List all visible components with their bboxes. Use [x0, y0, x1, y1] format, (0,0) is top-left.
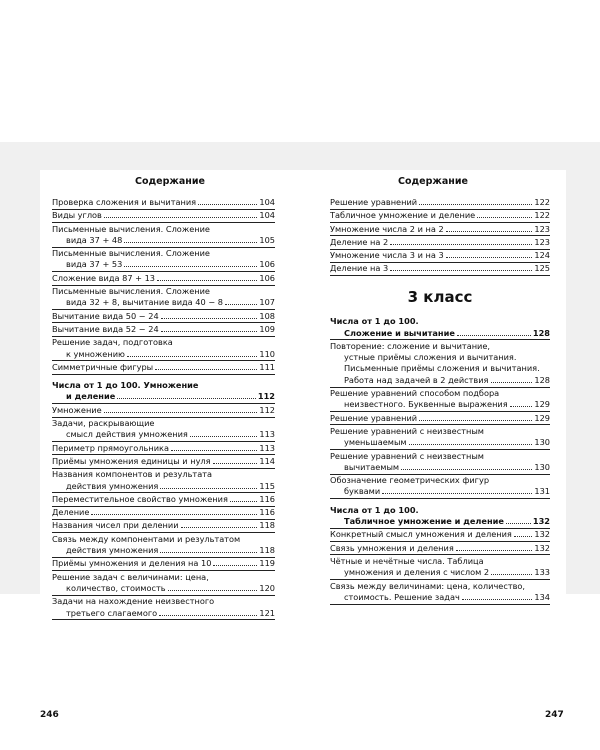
toc-page-number: 122 [534, 210, 550, 221]
toc-page-number: 120 [259, 582, 275, 593]
toc-entry [52, 405, 275, 416]
dot-leader [491, 574, 532, 575]
dot-leader [160, 488, 257, 489]
toc-line [52, 507, 275, 518]
toc-line [330, 375, 550, 386]
dot-leader [419, 420, 532, 421]
toc-entry-text: Проверка сложения и вычитания [52, 197, 197, 207]
left-toc [52, 197, 275, 621]
toc-entry [52, 362, 275, 373]
dot-leader [477, 217, 532, 218]
toc-line [52, 391, 275, 402]
toc-line [52, 224, 275, 235]
toc-line [330, 451, 550, 462]
dot-leader [213, 463, 258, 464]
toc-entry-text: вычитаемым [344, 461, 400, 472]
dot-leader [161, 331, 258, 332]
toc-entry-text: Решение уравнений [330, 412, 418, 423]
toc-line [52, 494, 275, 505]
toc-line [52, 311, 275, 322]
dot-leader [382, 493, 532, 494]
toc-entry [52, 210, 275, 221]
toc-page-number: 115 [259, 480, 275, 491]
toc-entry-text: Переместительное свойство умножения [52, 493, 228, 504]
toc-entry-text: стоимость. Решение задач [344, 591, 460, 602]
dot-leader [127, 356, 257, 357]
toc-page-number: 125 [534, 263, 550, 274]
toc-line [52, 324, 275, 335]
right-toc [330, 197, 550, 605]
dot-leader [159, 615, 257, 616]
right-toc-before [330, 197, 550, 276]
toc-page-number: 133 [534, 567, 550, 578]
toc-entry-text: Решение уравнений способом подбора [330, 388, 500, 399]
toc-entry [52, 286, 275, 309]
toc-entry-text: Числа от 1 до 100. [330, 316, 419, 327]
toc-page-number: 121 [259, 607, 275, 618]
toc-page-number: 123 [534, 236, 550, 247]
toc-line [330, 543, 550, 554]
toc-entry-text: Письменные вычисления. Сложение [52, 223, 210, 234]
toc-entry [52, 469, 275, 492]
left-page [40, 170, 300, 618]
toc-line [330, 250, 550, 261]
toc-entry [330, 197, 550, 208]
toc-line [52, 443, 275, 454]
toc-entry [52, 443, 275, 454]
toc-entry-text: Решение задач с величинами: цена, [52, 571, 209, 582]
dot-leader [181, 527, 258, 528]
toc-line [52, 380, 275, 391]
toc-line [52, 248, 275, 259]
toc-line [52, 572, 275, 583]
toc-page-number: 106 [259, 272, 275, 283]
toc-page-number: 119 [259, 558, 275, 569]
toc-section-heading [330, 505, 550, 528]
toc-entry-text: Письменные вычисления. Сложение [52, 286, 210, 297]
toc-line [52, 235, 275, 246]
toc-entry-text: Конкретный смысл умножения и деления [330, 529, 512, 540]
toc-entry [330, 250, 550, 261]
toc-entry [330, 237, 550, 248]
toc-entry-text: устные приёмы сложения и вычитания. [344, 352, 517, 363]
dot-leader [91, 514, 257, 515]
dot-leader [155, 369, 257, 370]
toc-line [330, 529, 550, 540]
dot-leader [124, 266, 257, 267]
toc-line [330, 352, 550, 363]
dot-leader [514, 536, 533, 537]
toc-line [330, 486, 550, 497]
toc-entry-text: Связь между компонентами и результатом [52, 533, 241, 544]
toc-entry-text: Письменные вычисления. Сложение [52, 248, 210, 259]
toc-entry-text: Табличное умножение и деление [330, 210, 476, 221]
toc-page-number: 105 [259, 234, 275, 245]
toc-line [330, 475, 550, 486]
toc-entry-text: буквами [344, 486, 381, 497]
toc-entry [330, 224, 550, 235]
left-page-number: 246 [40, 710, 59, 720]
toc-line [330, 341, 550, 352]
toc-entry [52, 197, 275, 208]
dot-leader [124, 242, 257, 243]
toc-line [330, 413, 550, 424]
toc-entry [330, 543, 550, 554]
toc-page-number: 124 [534, 250, 550, 261]
toc-entry-text: и деление [66, 391, 116, 402]
toc-page-number: 116 [259, 493, 275, 504]
toc-line [330, 363, 550, 374]
toc-page-number: 129 [534, 399, 550, 410]
dot-leader [198, 204, 257, 205]
toc-entry-text: Повторение: сложение и вычитание, [330, 340, 491, 351]
toc-line [52, 608, 275, 619]
toc-page-number: 122 [534, 197, 550, 207]
toc-line [330, 426, 550, 437]
toc-entry-text: Связь умножения и деления [330, 542, 454, 553]
toc-entry-text: Симметричные фигуры [52, 361, 154, 372]
toc-entry-text: Решение задач, подготовка [52, 337, 173, 348]
toc-line [330, 316, 550, 327]
dot-leader [409, 444, 533, 445]
toc-line [52, 337, 275, 348]
toc-entry-text: Решение уравнений с неизвестным [330, 425, 484, 436]
toc-line [330, 437, 550, 448]
toc-line [52, 520, 275, 531]
entry-rule [52, 619, 275, 620]
right-toc-after [330, 316, 550, 604]
dot-leader [390, 244, 532, 245]
toc-entry-text: Решение уравнений с неизвестным [330, 450, 484, 461]
toc-entry-text: Письменные приёмы сложения и вычитания. [344, 363, 540, 374]
toc-line [52, 583, 275, 594]
toc-line [330, 399, 550, 410]
toc-entry-text: Задачи, раскрывающие [52, 418, 155, 429]
toc-line [330, 516, 550, 527]
toc-entry [52, 456, 275, 467]
toc-line [330, 581, 550, 592]
toc-page-number: 106 [259, 259, 275, 270]
toc-entry-text: Табличное умножение и деление [344, 516, 504, 527]
toc-line [52, 259, 275, 270]
toc-entry-text: Периметр прямоугольника [52, 442, 170, 453]
toc-entry-text: Чётные и нечётные числа. Таблица [330, 555, 484, 566]
toc-page-number: 130 [534, 437, 550, 448]
toc-line [52, 481, 275, 492]
toc-page-number: 108 [259, 310, 275, 321]
toc-entry-text: Сложение вида 87 + 13 [52, 272, 156, 283]
toc-entry-text: Названия компонентов и результата [52, 469, 213, 480]
dot-leader [230, 501, 257, 502]
toc-entry-text: Приёмы умножения единицы и нуля [52, 455, 211, 466]
toc-entry-text: Умножение числа 3 и на 3 [330, 250, 444, 261]
toc-entry-text: к умножению [66, 348, 125, 359]
toc-entry-text: Задачи на нахождение неизвестного [52, 596, 215, 607]
dot-leader [506, 523, 531, 524]
toc-line [330, 237, 550, 248]
toc-entry-text: вида 32 + 8, вычитание вида 40 − 8 [66, 297, 223, 308]
toc-page-number: 132 [534, 542, 550, 553]
toc-line [52, 362, 275, 373]
dot-leader [446, 231, 533, 232]
toc-entry-text: умножения и деления с числом 2 [344, 567, 490, 578]
toc-line [52, 286, 275, 297]
toc-line [52, 558, 275, 569]
toc-page-number: 128 [532, 327, 550, 338]
toc-entry [330, 475, 550, 498]
toc-line [52, 297, 275, 308]
toc-entry-text: третьего слагаемого [66, 607, 158, 618]
toc-line [52, 405, 275, 416]
dot-leader [462, 599, 533, 600]
dot-leader [390, 270, 532, 271]
toc-entry-text: Числа от 1 до 100. Умножение [52, 380, 199, 391]
toc-line [330, 388, 550, 399]
toc-entry-text: Приёмы умножения и деления на 10 [52, 558, 212, 569]
toc-section-heading [330, 316, 550, 339]
dot-leader [157, 280, 257, 281]
toc-entry [52, 558, 275, 569]
toc-entry [52, 596, 275, 619]
toc-entry-text: смысл действия умножения [66, 429, 188, 440]
dot-leader [225, 304, 257, 305]
toc-entry-text: Числа от 1 до 100. [330, 504, 419, 515]
toc-entry-text: Умножение числа 2 и на 2 [330, 223, 444, 234]
dot-leader [104, 412, 258, 413]
right-page-title: Содержание [398, 176, 468, 187]
dot-leader [446, 257, 533, 258]
toc-page-number: 131 [534, 486, 550, 497]
toc-entry [330, 388, 550, 411]
toc-entry-text: Связь между величинами: цена, количество, [330, 580, 526, 591]
toc-entry-text: действия умножения [66, 480, 159, 491]
dot-leader [104, 217, 257, 218]
dot-leader [117, 398, 256, 399]
dot-leader [491, 382, 533, 383]
toc-line [330, 556, 550, 567]
dot-leader [457, 335, 531, 336]
toc-entry-text: Решение уравнений [330, 197, 418, 207]
toc-page-number: 116 [259, 507, 275, 518]
toc-page-number: 128 [534, 374, 550, 385]
toc-page-number: 130 [534, 461, 550, 472]
toc-section-heading [52, 380, 275, 403]
book-spread [0, 142, 600, 720]
toc-entry-text: Работа над задачей в 2 действия [344, 374, 489, 385]
toc-entry [330, 426, 550, 449]
toc-page-number: 111 [259, 361, 275, 372]
toc-entry-text: Названия чисел при делении [52, 520, 179, 531]
toc-page-number: 109 [259, 323, 275, 334]
toc-entry [52, 534, 275, 557]
toc-entry-text: количество, стоимость [66, 582, 166, 593]
toc-page-number: 118 [259, 545, 275, 556]
toc-page-number: 132 [532, 516, 550, 527]
toc-line [330, 505, 550, 516]
toc-page-number: 114 [259, 455, 275, 466]
toc-page-number: 112 [257, 391, 275, 402]
toc-page-number: 118 [259, 520, 275, 531]
toc-entry-text: Вычитание вида 50 − 24 [52, 310, 159, 321]
toc-entry [52, 494, 275, 505]
toc-entry [52, 324, 275, 335]
toc-entry-text: вида 37 + 48 [66, 234, 123, 245]
toc-line [330, 462, 550, 473]
toc-page-number: 113 [259, 442, 275, 453]
toc-page-number: 123 [534, 223, 550, 234]
toc-line [52, 197, 275, 208]
toc-entry [52, 273, 275, 284]
toc-entry-text: Вычитание вида 52 − 24 [52, 323, 159, 334]
toc-page-number: 112 [259, 404, 275, 415]
toc-entry-text: Умножение [52, 404, 102, 415]
dot-leader [401, 469, 532, 470]
toc-line [52, 545, 275, 556]
toc-entry [330, 341, 550, 386]
toc-entry-text: уменьшаемым [344, 437, 407, 448]
toc-entry [52, 507, 275, 518]
toc-entry [52, 520, 275, 531]
toc-line [330, 263, 550, 274]
toc-page-number: 129 [534, 412, 550, 423]
toc-entry [330, 581, 550, 604]
dot-leader [160, 552, 257, 553]
grade-heading: 3 класс [407, 288, 473, 307]
toc-line [330, 224, 550, 235]
toc-entry [52, 337, 275, 360]
toc-entry-text: Виды углов [52, 210, 102, 221]
toc-line [52, 349, 275, 360]
toc-entry [52, 248, 275, 271]
entry-rule [330, 604, 550, 605]
toc-entry [330, 529, 550, 540]
toc-line [52, 469, 275, 480]
toc-line [330, 567, 550, 578]
left-page-title: Содержание [135, 176, 205, 187]
toc-entry-text: Деление на 2 [330, 236, 389, 247]
toc-line [52, 534, 275, 545]
toc-line [330, 197, 550, 208]
toc-page-number: 132 [534, 529, 550, 540]
toc-line [52, 596, 275, 607]
toc-page-number: 113 [259, 429, 275, 440]
toc-line [52, 429, 275, 440]
toc-page-number: 104 [259, 197, 275, 207]
toc-page-number: 104 [259, 210, 275, 221]
toc-entry-text: действия умножения [66, 545, 159, 556]
toc-entry-text: вида 37 + 53 [66, 259, 123, 270]
dot-leader [213, 565, 257, 566]
toc-entry-text: Обозначение геометрических фигур [330, 475, 490, 486]
dot-leader [456, 550, 533, 551]
toc-entry [330, 263, 550, 274]
toc-line [52, 456, 275, 467]
toc-page-number: 110 [259, 348, 275, 359]
dot-leader [171, 450, 257, 451]
toc-line [330, 210, 550, 221]
toc-entry [52, 311, 275, 322]
toc-entry [330, 451, 550, 474]
dot-leader [510, 406, 533, 407]
toc-line [330, 328, 550, 339]
toc-line [52, 210, 275, 221]
dot-leader [168, 590, 258, 591]
toc-entry-text: Деление [52, 507, 90, 518]
toc-line [52, 273, 275, 284]
toc-line [330, 592, 550, 603]
dot-leader [161, 318, 258, 319]
toc-entry-text: Деление на 3 [330, 263, 389, 274]
right-page-number: 247 [545, 710, 564, 720]
toc-entry-text: неизвестного. Буквенные выражения [344, 399, 508, 410]
entry-rule [330, 275, 550, 276]
toc-page-number: 134 [534, 591, 550, 602]
dot-leader [419, 204, 532, 205]
right-page [300, 170, 566, 602]
toc-line [52, 418, 275, 429]
toc-entry [330, 210, 550, 221]
toc-entry [52, 418, 275, 441]
toc-entry-text: Сложение и вычитание [344, 327, 455, 338]
dot-leader [190, 436, 258, 437]
toc-entry [52, 224, 275, 247]
toc-entry [330, 413, 550, 424]
toc-entry [330, 556, 550, 579]
toc-entry [52, 572, 275, 595]
toc-page-number: 107 [259, 297, 275, 308]
